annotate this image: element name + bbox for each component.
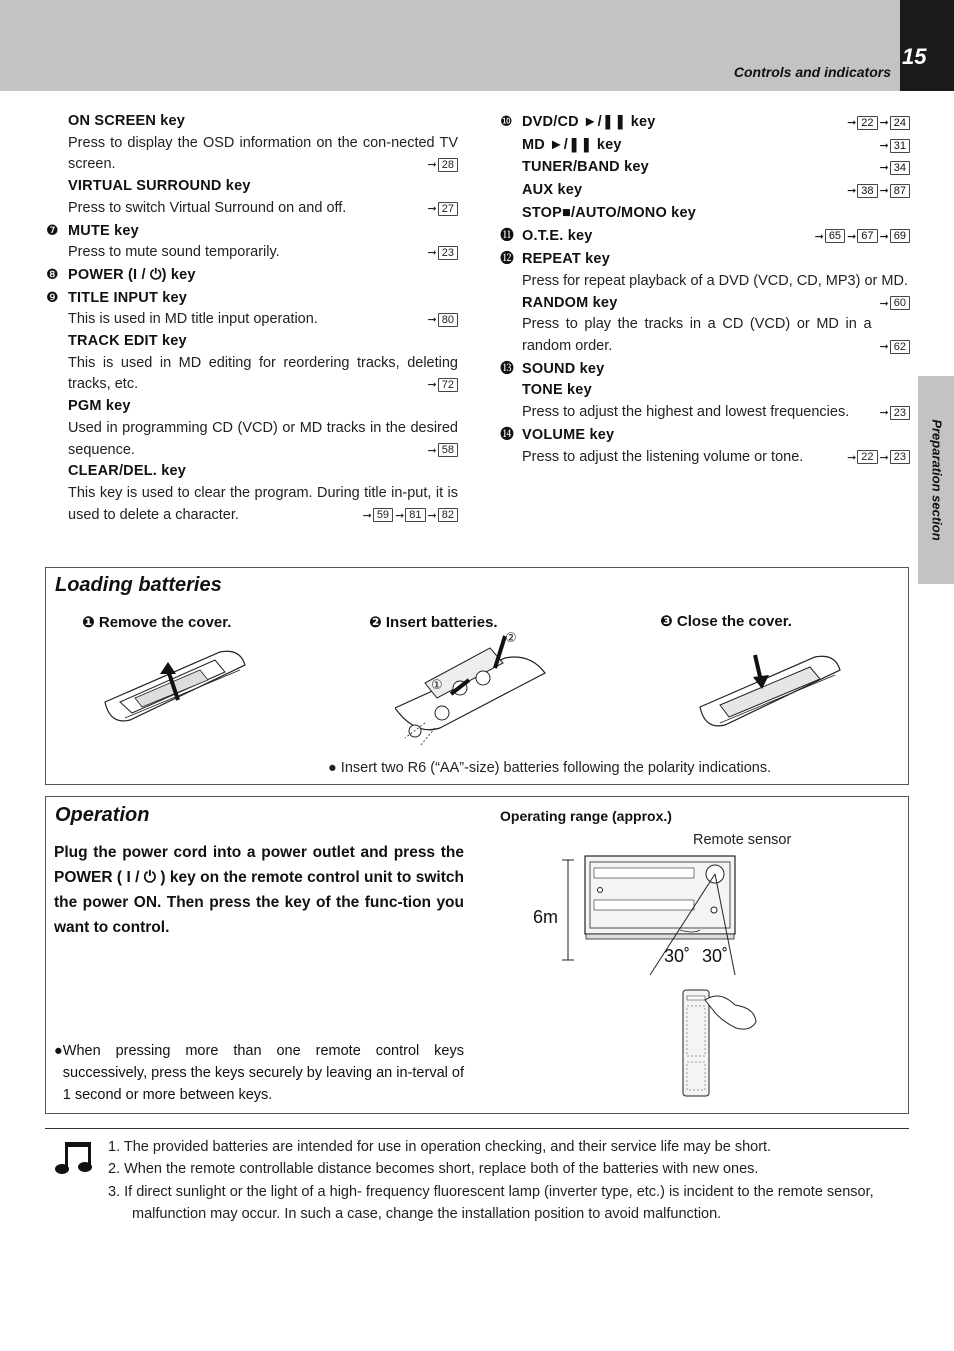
ref-arrow-icon: ➞ bbox=[879, 230, 889, 243]
key-name: TUNER/BAND key bbox=[522, 159, 649, 176]
right_column-entry bbox=[500, 358, 872, 381]
page-refs bbox=[426, 242, 458, 265]
page-refs bbox=[845, 447, 910, 470]
remote-sensor-label: Remote sensor bbox=[693, 832, 792, 848]
ref-arrow-icon: ➞ bbox=[395, 509, 405, 522]
key-name: POWER (I / ⏻) key bbox=[68, 266, 196, 283]
key-description bbox=[46, 483, 458, 526]
page-refs bbox=[845, 180, 910, 203]
ref-arrow-icon: ➞ bbox=[427, 379, 437, 392]
operating-range-diagram bbox=[530, 850, 770, 1100]
key-description bbox=[500, 402, 910, 424]
page-ref: 62 bbox=[890, 340, 910, 354]
callout-number: ❼ bbox=[46, 221, 59, 238]
loading-batteries-title: Loading batteries bbox=[55, 574, 222, 596]
page-ref: 72 bbox=[438, 378, 458, 392]
ref-arrow-icon: ➞ bbox=[427, 202, 437, 215]
page-ref: 24 bbox=[890, 116, 910, 130]
key-name: TONE key bbox=[522, 382, 592, 399]
page-ref: 69 bbox=[890, 229, 910, 243]
page-ref: 82 bbox=[438, 508, 458, 522]
page-refs bbox=[426, 374, 458, 397]
ref-arrow-icon: ➞ bbox=[427, 444, 437, 457]
right_column-entry bbox=[500, 180, 910, 203]
page-ref: 60 bbox=[890, 296, 910, 310]
key-name: VIRTUAL SURROUND key bbox=[68, 178, 251, 195]
page-refs bbox=[878, 336, 910, 359]
key-name: RANDOM key bbox=[522, 294, 618, 311]
ref-arrow-icon: ➞ bbox=[879, 117, 889, 129]
key-description-text: Press to adjust the listening volume or tone. bbox=[522, 448, 804, 465]
key-description-text: This key is used to clear the program. During title in-put, it is used to delete a character. bbox=[68, 484, 458, 523]
key-list-right bbox=[500, 111, 910, 469]
ref-arrow-icon: ➞ bbox=[814, 230, 824, 243]
ref-arrow-icon: ➞ bbox=[879, 341, 889, 354]
ref-arrow-icon: ➞ bbox=[847, 185, 857, 198]
key-name: VOLUME key bbox=[522, 426, 615, 443]
key-list-left bbox=[46, 111, 458, 527]
step-remove-cover: ❶ Remove the cover. bbox=[82, 614, 232, 631]
key-description bbox=[500, 447, 910, 469]
key-description bbox=[46, 353, 458, 396]
callout-number: ⓮ bbox=[500, 425, 514, 442]
page-ref: 59 bbox=[373, 508, 393, 522]
page-ref: 23 bbox=[890, 450, 910, 464]
key-name: REPEAT key bbox=[522, 251, 610, 268]
left_column-entry bbox=[46, 176, 420, 198]
ref-arrow-icon: ➞ bbox=[879, 162, 889, 175]
ref-arrow-icon: ➞ bbox=[879, 297, 889, 310]
key-name: O.T.E. key bbox=[522, 227, 593, 244]
key-description bbox=[46, 309, 458, 331]
operation-bullet-text: When pressing more than one remote control keys successively, press the keys securely by leaving an in-terval of 1 second or more between keys. bbox=[62, 1043, 464, 1103]
left_column-entry bbox=[46, 396, 420, 418]
right_column-entry bbox=[500, 225, 910, 249]
page-refs bbox=[878, 293, 910, 316]
key-description bbox=[46, 242, 458, 264]
remove-cover-illustration bbox=[100, 640, 250, 735]
ref-arrow-icon: ➞ bbox=[847, 117, 857, 129]
page-refs bbox=[361, 505, 458, 528]
right_column-entry bbox=[500, 293, 872, 315]
page-ref: 28 bbox=[438, 158, 458, 172]
footer-note-1: 1. The provided batteries are intended for use in operation checking, and their service life may be short. bbox=[108, 1139, 772, 1155]
page-refs bbox=[426, 154, 458, 177]
page-refs bbox=[426, 440, 458, 463]
page-ref: 27 bbox=[438, 202, 458, 216]
key-description bbox=[46, 418, 458, 461]
side-tab-label: Preparation section bbox=[929, 419, 945, 541]
key-description-text: Press to switch Virtual Surround on and off. bbox=[68, 199, 347, 216]
right_column-entry bbox=[500, 111, 910, 135]
ref-arrow-icon: ➞ bbox=[879, 139, 889, 152]
callout-number: ⓫ bbox=[500, 226, 514, 243]
key-name: MUTE key bbox=[68, 222, 139, 239]
key-description bbox=[46, 198, 458, 220]
operating-range-label: Operating range (approx.) bbox=[500, 808, 672, 824]
key-name: TITLE INPUT key bbox=[68, 289, 188, 306]
key-description-text: Press for repeat playback of a DVD (VCD, CD, MP3) or MD. bbox=[522, 272, 908, 289]
distance-label: 6m bbox=[533, 907, 559, 927]
key-name: MD ►/❚❚ key bbox=[522, 136, 622, 153]
ref-arrow-icon: ➞ bbox=[427, 314, 437, 327]
key-description-text: This is used in MD editing for reordering tracks, deleting tracks, etc. bbox=[68, 354, 458, 393]
battery-mark-2: ② bbox=[505, 630, 517, 645]
operation-title: Operation bbox=[55, 804, 150, 826]
page-number: 15 bbox=[902, 44, 927, 69]
left_column-entry bbox=[46, 287, 458, 310]
page-refs bbox=[878, 135, 910, 158]
ref-arrow-icon: ➞ bbox=[427, 509, 437, 522]
ref-arrow-icon: ➞ bbox=[847, 451, 857, 464]
key-name: AUX key bbox=[522, 182, 583, 199]
battery-mark-1: ① bbox=[431, 677, 443, 692]
key-description-text: Press to mute sound temporarily. bbox=[68, 244, 280, 261]
ref-arrow-icon: ➞ bbox=[427, 247, 437, 260]
battery-note: ● Insert two R6 (“AA”-size) batteries following the polarity indications. bbox=[328, 760, 772, 776]
key-name: PGM key bbox=[68, 398, 131, 415]
bullet-dot: ● bbox=[54, 1043, 63, 1059]
ref-arrow-icon: ➞ bbox=[879, 407, 889, 420]
key-description-text: Press to adjust the highest and lowest frequencies. bbox=[522, 404, 850, 421]
left_column-entry bbox=[46, 111, 458, 133]
page-refs bbox=[845, 112, 910, 135]
page-ref: 23 bbox=[438, 246, 458, 260]
footer-rule bbox=[45, 1128, 909, 1129]
left_column-entry bbox=[46, 220, 420, 243]
callout-number: ⓭ bbox=[500, 359, 514, 376]
page-refs bbox=[426, 309, 458, 332]
section-header-title: Controls and indicators bbox=[733, 64, 891, 80]
step-insert-batteries: ❷ Insert batteries. bbox=[369, 614, 498, 631]
page-refs bbox=[878, 402, 910, 425]
page-ref: 81 bbox=[405, 508, 425, 522]
callout-number: ❾ bbox=[46, 288, 59, 305]
page-ref: 38 bbox=[857, 184, 877, 198]
footer-notes bbox=[108, 1136, 913, 1225]
music-note-icon bbox=[55, 1140, 95, 1176]
callout-number: ⓬ bbox=[500, 250, 514, 267]
key-name: SOUND key bbox=[522, 360, 605, 377]
ref-arrow-icon: ➞ bbox=[847, 230, 857, 243]
right_column-entry bbox=[500, 424, 872, 447]
key-description bbox=[46, 133, 458, 176]
operation-instruction: Plug the power cord into a power outlet and press the POWER ( I / ⏻ ) key on the remote control unit to switch the power ON. Then press the key of the func-tion you want to control. bbox=[54, 844, 464, 936]
page-ref: 22 bbox=[857, 116, 877, 130]
ref-arrow-icon: ➞ bbox=[362, 509, 372, 522]
ref-arrow-icon: ➞ bbox=[427, 159, 437, 172]
key-description-text: Press to play the tracks in a CD (VCD) or MD in a random order. bbox=[522, 316, 872, 355]
right_column-entry bbox=[500, 135, 910, 158]
page-ref: 31 bbox=[890, 139, 910, 153]
step-close-cover: ❸ Close the cover. bbox=[660, 613, 792, 630]
callout-number: ❿ bbox=[500, 113, 513, 129]
operation-bullet bbox=[54, 1040, 464, 1106]
page-ref: 34 bbox=[890, 161, 910, 175]
key-description bbox=[500, 314, 910, 357]
key-name: DVD/CD ►/❚❚ key bbox=[522, 114, 656, 130]
page-ref: 23 bbox=[890, 406, 910, 420]
page-ref: 58 bbox=[438, 443, 458, 457]
footer-note-2: 2. When the remote controllable distance becomes short, replace both of the batteries with new ones. bbox=[108, 1161, 759, 1178]
ref-arrow-icon: ➞ bbox=[879, 185, 889, 198]
insert-batteries-illustration bbox=[395, 628, 555, 753]
key-name: ON SCREEN key bbox=[68, 113, 186, 129]
page-ref: 87 bbox=[890, 184, 910, 198]
key-name: CLEAR/DEL. key bbox=[68, 463, 187, 480]
close-cover-illustration bbox=[695, 645, 845, 740]
page-refs bbox=[426, 198, 458, 221]
callout-number: ❽ bbox=[46, 265, 59, 282]
ref-arrow-icon: ➞ bbox=[879, 451, 889, 464]
key-description-text: This is used in MD title input operation. bbox=[68, 311, 318, 328]
page-refs bbox=[878, 157, 910, 180]
right_column-entry bbox=[500, 248, 910, 271]
key-name: TRACK EDIT key bbox=[68, 333, 187, 350]
page-ref: 65 bbox=[825, 229, 845, 243]
page-refs bbox=[813, 226, 910, 249]
key-name: STOP■/AUTO/MONO key bbox=[522, 204, 696, 221]
left_column-entry bbox=[46, 461, 420, 483]
page-ref: 22 bbox=[857, 450, 877, 464]
right_column-entry bbox=[500, 380, 910, 402]
right_column-entry bbox=[500, 157, 910, 180]
page-ref: 67 bbox=[857, 229, 877, 243]
key-description-text: Press to display the OSD information on the con-nected TV screen. bbox=[68, 134, 458, 173]
key-description-text: Used in programming CD (VCD) or MD tracks in the desired sequence. bbox=[68, 419, 458, 458]
left_column-entry bbox=[46, 264, 420, 287]
angle-right-label: 30˚ bbox=[702, 946, 729, 966]
right_column-entry bbox=[500, 203, 910, 225]
footer-note-3: 3. If direct sunlight or the light of a high- frequency fluorescent lamp (inverter type, etc.) is incident to the remote sensor, malfunction may occur. In such a case, change the installation position to avoid malfunction. bbox=[108, 1183, 874, 1222]
angle-left-label: 30˚ bbox=[664, 946, 691, 966]
left_column-entry bbox=[46, 331, 420, 353]
page-ref: 80 bbox=[438, 313, 458, 327]
